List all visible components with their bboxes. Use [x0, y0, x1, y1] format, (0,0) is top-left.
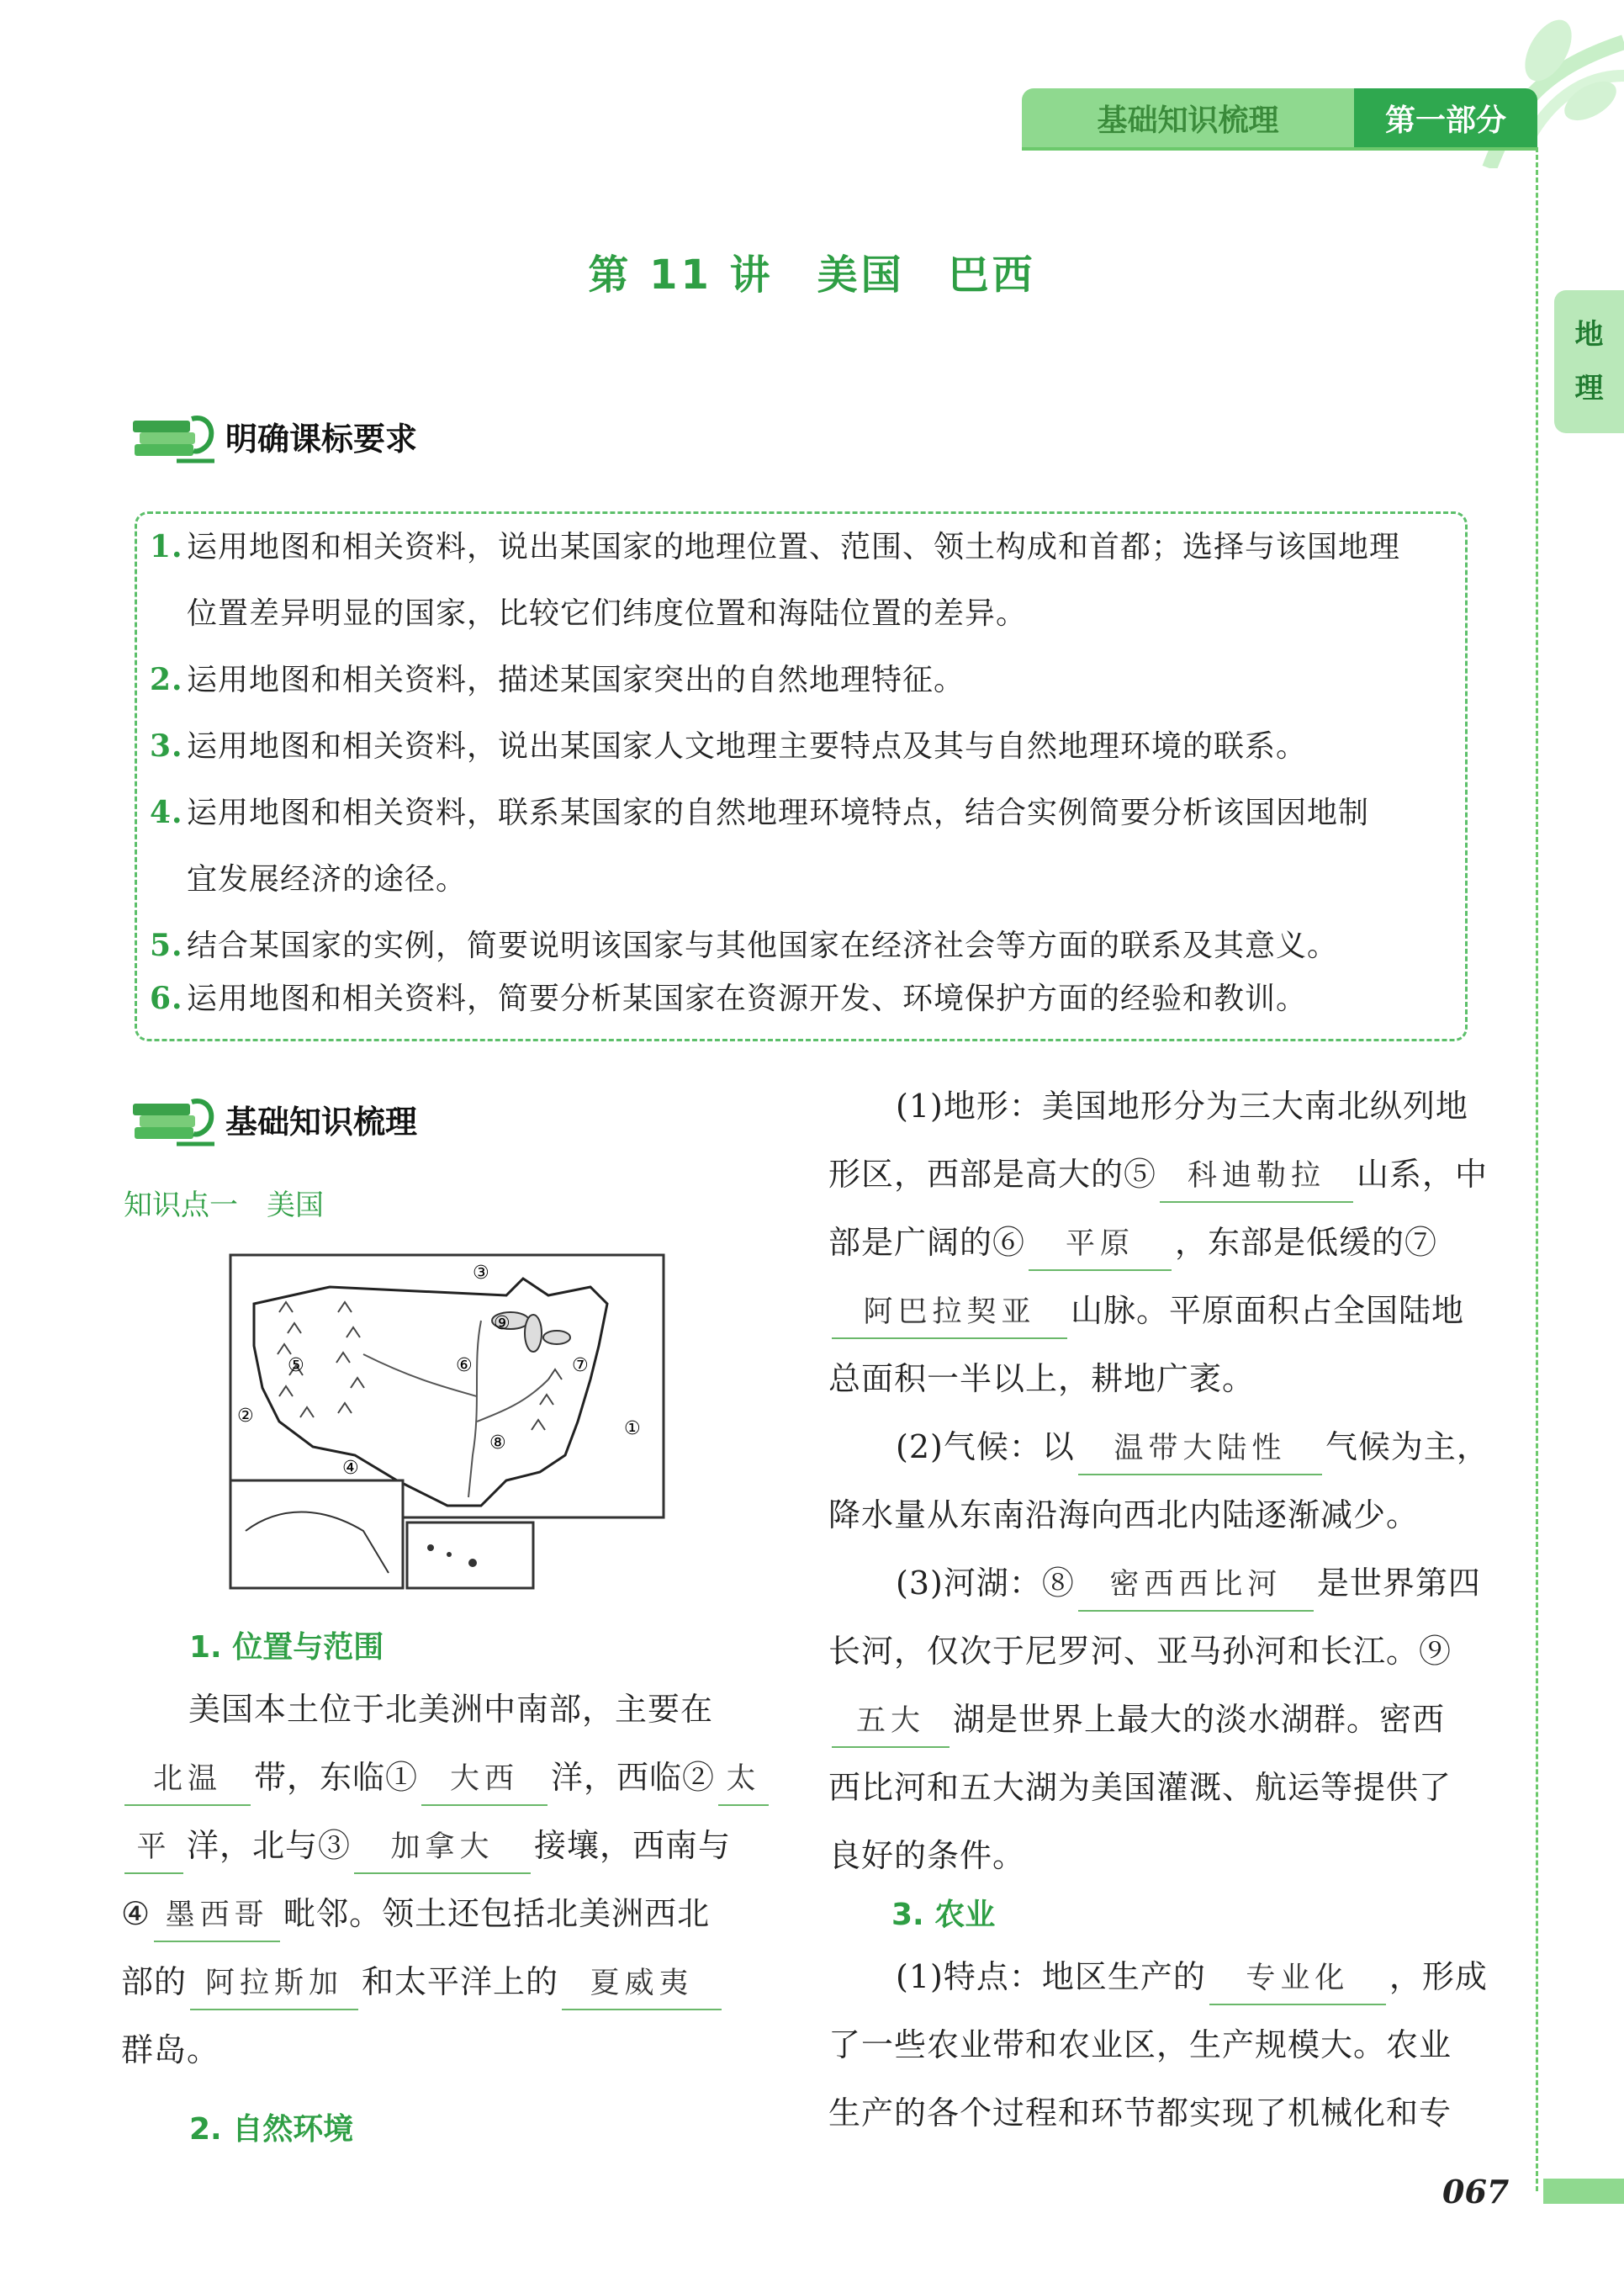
text: 接壤，西南与 — [534, 1827, 732, 1864]
text: 部的 — [121, 1963, 188, 2000]
text: 降水量从东南沿海向西北内陆逐渐减少。 — [828, 1496, 1420, 1533]
requirement-6 — [150, 966, 1462, 1032]
requirement-2 — [150, 647, 1462, 713]
requirement-number: 3. — [150, 728, 183, 764]
paragraph-agriculture — [828, 1943, 1501, 2147]
side-tab-char-2: 理 — [1574, 372, 1604, 405]
side-tab-char-1: 地 — [1574, 318, 1604, 352]
requirement-text-cont: 位置差异明显的国家，比较它们纬度位置和海陆位置的差异。 — [187, 596, 1028, 631]
text: ④ — [121, 1895, 151, 1932]
map-marker-4: ④ — [342, 1458, 359, 1479]
requirement-text: 运用地图和相关资料，说出某国家人文地理主要特点及其与自然地理环境的联系。 — [187, 729, 1308, 764]
page-number: 067 — [1442, 2173, 1510, 2211]
text: 生产的各个过程和环节都实现了机械化和专 — [828, 2094, 1452, 2131]
answer-blank: 阿拉斯加 — [190, 1958, 358, 2010]
text: (2)气候：以 — [896, 1428, 1075, 1465]
text: (1)地形：美国地形分为三大南北纵列地 — [896, 1088, 1468, 1125]
header-part-label: 第一部分 — [1354, 88, 1537, 147]
text: 洋，北与③ — [187, 1827, 352, 1864]
requirement-4 — [150, 780, 1462, 913]
text: 带，东临① — [254, 1759, 419, 1796]
answer-blank: 加拿大 — [354, 1822, 531, 1874]
requirement-3 — [150, 713, 1462, 780]
knowledge-point-heading: 知识点一 美国 — [124, 1189, 324, 1222]
text: 美国本土位于北美洲中南部，主要在 — [188, 1691, 714, 1728]
requirement-number: 2. — [150, 662, 183, 697]
subheading-location: 1. 位置与范围 — [189, 1630, 384, 1665]
requirement-text: 运用地图和相关资料，简要分析某国家在资源开发、环境保护方面的经验和教训。 — [187, 982, 1308, 1016]
subject-side-tab — [1554, 290, 1624, 433]
header-divider — [1022, 147, 1537, 151]
paragraph-terrain — [828, 1072, 1501, 1413]
map-marker-9: ⑨ — [494, 1313, 510, 1334]
requirement-1 — [150, 514, 1462, 647]
requirement-text: 运用地图和相关资料，描述某国家突出的自然地理特征。 — [187, 663, 965, 697]
answer-blank: 阿巴拉契亚 — [832, 1287, 1067, 1339]
text: 湖是世界上最大的淡水湖群。密西 — [953, 1701, 1446, 1738]
page-number-bar — [1543, 2179, 1624, 2204]
text: (1)特点：地区生产的 — [896, 1958, 1206, 1995]
map-marker-3: ③ — [473, 1263, 489, 1284]
map-marker-8: ⑧ — [489, 1432, 506, 1454]
text: 是世界第四 — [1316, 1565, 1481, 1602]
map-marker-6: ⑥ — [456, 1355, 473, 1376]
margin-dashed-line — [1536, 147, 1538, 2191]
text: 气候为主， — [1325, 1428, 1489, 1465]
text: 和太平洋上的 — [362, 1963, 559, 2000]
answer-blank: 平 — [124, 1822, 183, 1874]
text: 部是广阔的⑥ — [828, 1224, 1026, 1261]
paragraph-rivers — [828, 1549, 1501, 1890]
map-marker-2: ② — [237, 1406, 254, 1427]
paragraph-climate — [828, 1413, 1501, 1549]
text: ，形成 — [1389, 1958, 1488, 1995]
lesson-title: 第 11 讲 美国 巴西 — [588, 252, 1036, 299]
requirement-number: 6. — [150, 981, 183, 1016]
answer-blank: 北温 — [124, 1754, 251, 1806]
answer-blank: 大西 — [421, 1754, 548, 1806]
text: 总面积一半以上，耕地广袤。 — [828, 1360, 1256, 1397]
text: 良好的条件。 — [828, 1837, 1026, 1874]
header-section-label: 基础知识梳理 — [1022, 88, 1354, 147]
paragraph-location — [121, 1676, 777, 2084]
section-title-knowledge: 基础知识梳理 — [225, 1103, 418, 1141]
requirement-text: 结合某国家的实例，简要说明该国家与其他国家在经济社会等方面的联系及其意义。 — [187, 929, 1339, 963]
map-marker-7: ⑦ — [572, 1355, 589, 1376]
answer-blank: 墨西哥 — [154, 1890, 280, 1942]
text: ，东部是低缓的⑦ — [1175, 1224, 1438, 1261]
answer-blank: 夏威夷 — [562, 1958, 722, 2010]
requirement-number: 1. — [150, 529, 183, 564]
answer-blank: 温带大陆性 — [1078, 1423, 1322, 1475]
text: 西比河和五大湖为美国灌溉、航运等提供了 — [828, 1769, 1452, 1806]
answer-blank: 太 — [718, 1754, 769, 1806]
requirement-text: 运用地图和相关资料，说出某国家的地理位置、范围、领土构成和首都；选择与该国地理 — [187, 530, 1401, 564]
answer-blank: 五大 — [832, 1696, 950, 1748]
text: 群岛。 — [121, 2031, 220, 2068]
text: 洋，西临② — [551, 1759, 716, 1796]
requirement-number: 5. — [150, 928, 183, 963]
answer-blank: 平原 — [1029, 1219, 1172, 1271]
books-icon — [126, 1085, 219, 1152]
text: 山系，中 — [1357, 1156, 1489, 1193]
section-header-knowledge — [126, 1085, 417, 1152]
subheading-agriculture: 3. 农业 — [891, 1898, 996, 1932]
map-marker-1: ① — [624, 1418, 641, 1439]
books-icon — [126, 402, 219, 469]
text: 山脉。平原面积占全国陆地 — [1071, 1292, 1465, 1329]
requirement-text-cont: 宜发展经济的途径。 — [187, 862, 468, 897]
text: 了一些农业带和农业区，生产规模大。农业 — [828, 2026, 1452, 2063]
requirement-text: 运用地图和相关资料，联系某国家的自然地理环境特点，结合实例简要分析该国因地制 — [187, 796, 1370, 830]
subheading-environment: 2. 自然环境 — [189, 2112, 354, 2147]
text: 形区，西部是高大的⑤ — [828, 1156, 1157, 1193]
text: 长河，仅次于尼罗河、亚马孙河和长江。⑨ — [828, 1633, 1452, 1670]
answer-blank: 密西西比河 — [1078, 1559, 1314, 1612]
text: (3)河湖：⑧ — [896, 1565, 1075, 1602]
section-header-requirements — [126, 402, 417, 469]
requirement-number: 4. — [150, 795, 183, 830]
text: 毗邻。领土还包括北美洲西北 — [283, 1895, 711, 1932]
answer-blank: 科迪勒拉 — [1160, 1151, 1353, 1203]
usa-map — [229, 1253, 674, 1607]
map-marker-5: ⑤ — [288, 1355, 304, 1376]
section-title-requirements: 明确课标要求 — [225, 420, 418, 458]
answer-blank: 专业化 — [1209, 1953, 1386, 2005]
